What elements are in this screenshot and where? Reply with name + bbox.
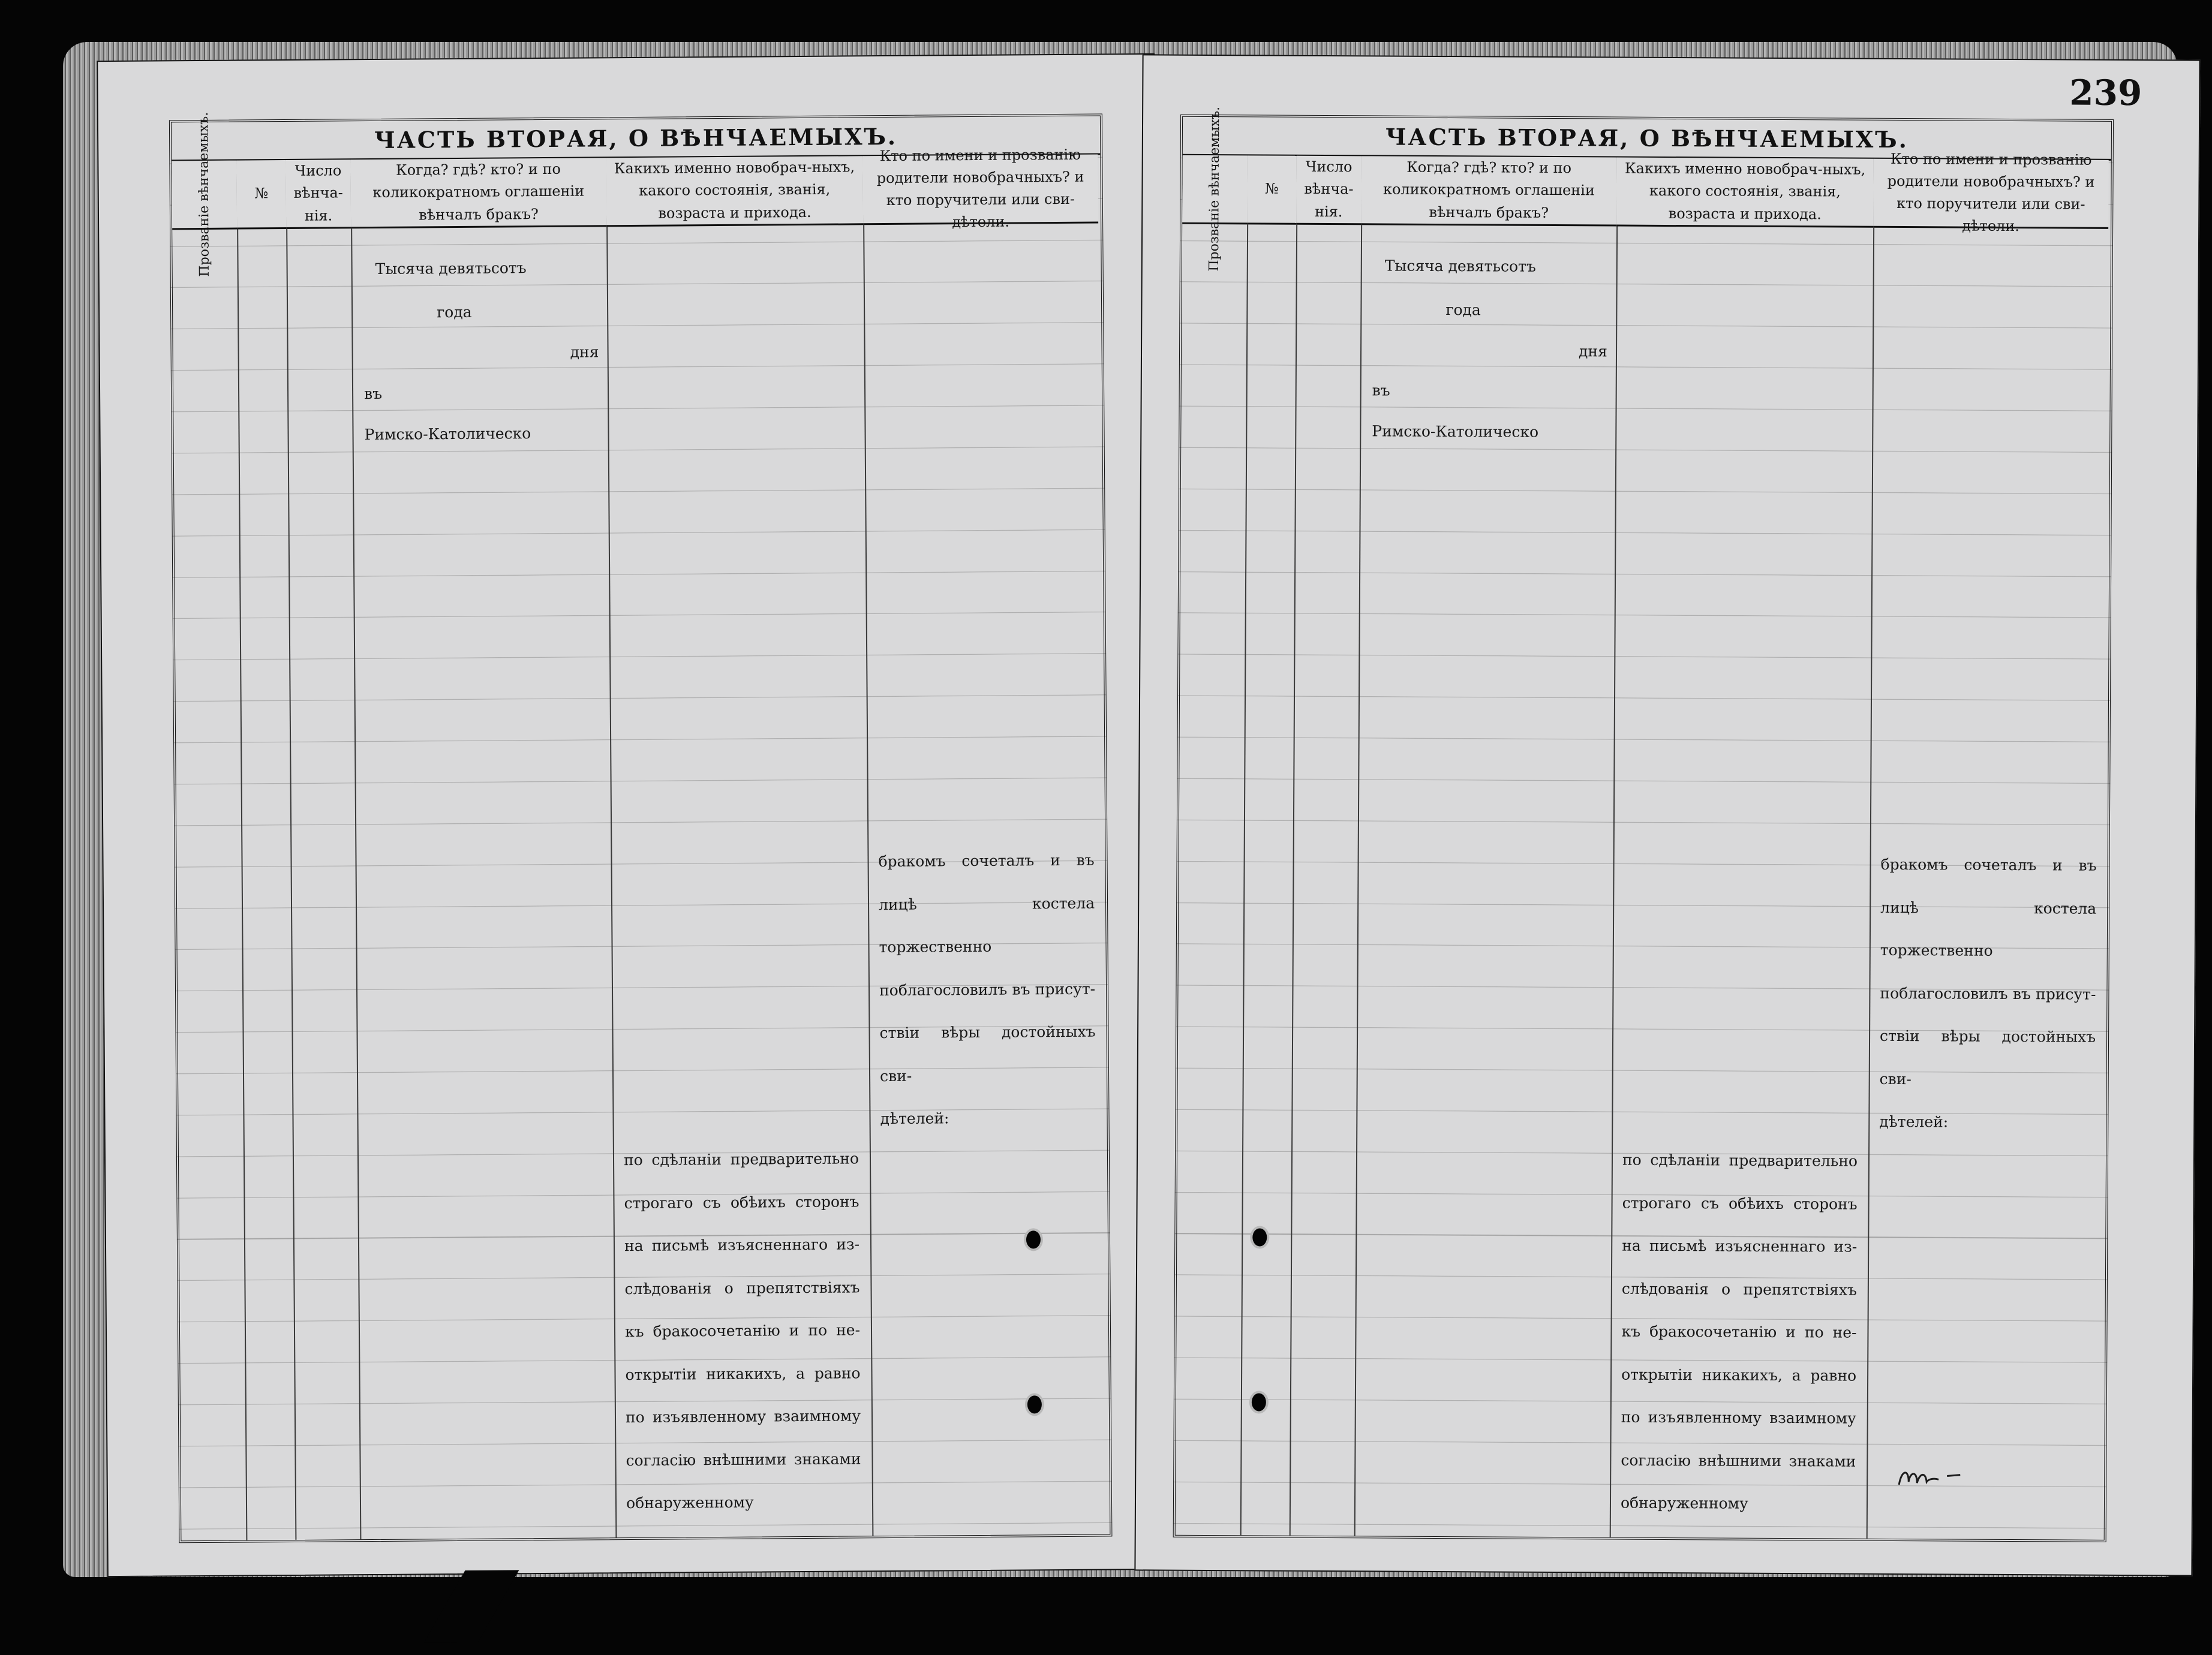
- left-ceremony-line: бракомъ сочеталъ и въ: [878, 851, 1095, 871]
- left-when-line-2: года: [437, 303, 472, 321]
- right-col-when-where-header: Когда? гдѣ? кто? и по коликократномъ оглашеніи вѣнчалъ бракъ?: [1361, 156, 1617, 226]
- left-col-surname-header: Прозваніе вѣнчаемыхъ.: [196, 112, 212, 277]
- left-col-parents-witnesses-header: Кто по имени и прозванію родители новобрачныхъ? и кто поручители или сви-дѣтели.: [862, 155, 1098, 225]
- left-when-line-4: въ: [363, 384, 383, 403]
- page-tear: [424, 1570, 519, 1642]
- right-ceremony-line: лицѣ костела торжественно: [1880, 898, 2097, 959]
- right-page-title: ЧАСТЬ ВТОРАЯ, О ВѢНЧАЕМЫХЪ.: [1183, 117, 2111, 161]
- binding-hole: [1026, 1230, 1041, 1248]
- right-col-number: [1240, 155, 1298, 1535]
- left-inquiry-line: строгаго съ обѣихъ сторонъ: [624, 1192, 859, 1212]
- left-inquiry-line: на письмѣ изъясненнаго из-: [624, 1235, 860, 1255]
- left-col-wedding-count: [285, 160, 361, 1540]
- binding-hole: [1252, 1393, 1266, 1411]
- handwritten-mark: [1895, 1452, 1967, 1497]
- right-ceremony-block: [1879, 843, 2097, 1144]
- right-when-line-3: дня: [1578, 342, 1607, 360]
- right-col-wedding-count: [1290, 156, 1363, 1536]
- right-ceremony-line: бракомъ сочеталъ и въ: [1880, 855, 2097, 874]
- left-inquiry-line: открытіи никакихъ, а равно: [625, 1364, 861, 1383]
- left-col-number-header: №: [236, 160, 286, 230]
- right-when-line-5: Римско-Католическо: [1372, 422, 1539, 441]
- left-inquiry-line: обнаруженному: [626, 1493, 754, 1512]
- left-col-surname: [172, 112, 247, 1541]
- left-ledger-table: [169, 113, 1113, 1543]
- right-ceremony-line: дѣтелей:: [1879, 1112, 1949, 1131]
- right-inquiry-line: обнаруженному: [1620, 1494, 1748, 1512]
- right-inquiry-line: открытіи никакихъ, а равно: [1621, 1365, 1857, 1385]
- left-ceremony-line: лицѣ костела торжественно: [878, 894, 1095, 956]
- right-inquiry-line: согласію внѣшними знаками: [1621, 1451, 1856, 1470]
- binding-hole: [1027, 1395, 1042, 1413]
- left-when-line-5: Римско-Католическо: [364, 425, 531, 444]
- right-col-surname: [1176, 106, 1249, 1536]
- right-page: [1134, 54, 2200, 1576]
- right-when-line-2: года: [1445, 301, 1481, 319]
- left-col-newlyweds-header: Какихъ именно новобрач-ныхъ, какого состоянія, званія, возраста и прихода.: [606, 156, 863, 227]
- right-when-line-4: въ: [1372, 381, 1390, 399]
- left-inquiry-line: по сдѣланіи предварительно: [623, 1150, 859, 1169]
- right-col-wedding-count-header: Число вѣнча-нія.: [1296, 156, 1362, 225]
- right-col-newlyweds-header: Какихъ именно новобрач-ныхъ, какого состоянія, званія, возраста и прихода.: [1616, 158, 1874, 228]
- left-when-line-3: дня: [570, 343, 599, 361]
- left-inquiry-line: по изъявленному взаимному: [625, 1407, 861, 1427]
- left-col-when-where: [350, 158, 617, 1539]
- right-inquiry-line: по сдѣланіи предварительно: [1622, 1151, 1858, 1170]
- right-ledger-table: [1173, 106, 2114, 1542]
- binding-hole: [1252, 1228, 1267, 1246]
- right-col-when-where: [1354, 156, 1618, 1537]
- left-page: [97, 53, 1165, 1577]
- left-inquiry-line: къ бракосочетанію и по не-: [624, 1321, 861, 1341]
- right-ceremony-line: поблагословилъ въ присут-: [1880, 984, 2096, 1003]
- left-ceremony-line: дѣтелей:: [880, 1109, 949, 1128]
- right-inquiry-line: строгаго съ обѣихъ сторонъ: [1622, 1194, 1858, 1213]
- left-inquiry-line: согласію внѣшними знаками: [626, 1449, 861, 1469]
- left-inquiry-block: [624, 1137, 861, 1524]
- right-ceremony-line: ствіи вѣры достойныхъ сви-: [1879, 1027, 2096, 1088]
- left-ceremony-line: ствіи вѣры достойныхъ сви-: [879, 1022, 1096, 1085]
- page-number: 239: [2069, 72, 2142, 114]
- left-ceremony-block: [878, 839, 1096, 1141]
- right-inquiry-line: слѣдованія о препятствіяхъ: [1621, 1280, 1857, 1299]
- left-page-title: ЧАСТЬ ВТОРАЯ, О ВѢНЧАЕМЫХЪ.: [172, 116, 1100, 162]
- left-col-when-where-header: Когда? гдѣ? кто? и по коликократномъ оглашеніи вѣнчалъ бракъ?: [350, 158, 606, 228]
- left-col-wedding-count-header: Число вѣнча-нія.: [285, 160, 351, 229]
- right-inquiry-block: [1621, 1139, 1858, 1526]
- right-when-line-1: Тысяча девятьсотъ: [1384, 257, 1536, 275]
- right-inquiry-line: по изъявленному взаимному: [1621, 1408, 1856, 1427]
- right-inquiry-line: къ бракосочетанію и по не-: [1621, 1322, 1857, 1341]
- right-col-number-header: №: [1247, 155, 1297, 224]
- left-inquiry-line: слѣдованія о препятствіяхъ: [624, 1278, 860, 1298]
- right-inquiry-line: на письмѣ изъясненнаго из-: [1622, 1236, 1858, 1256]
- left-ceremony-line: поблагословилъ въ присут-: [879, 980, 1096, 999]
- right-col-surname-header: Прозваніе вѣнчаемыхъ.: [1206, 106, 1222, 272]
- left-when-line-1: Тысяча девятьсотъ: [375, 259, 527, 278]
- right-col-parents-witnesses-header: Кто по имени и прозванію родители новобрачныхъ? и кто поручители или сви-дѣтели.: [1873, 159, 2109, 229]
